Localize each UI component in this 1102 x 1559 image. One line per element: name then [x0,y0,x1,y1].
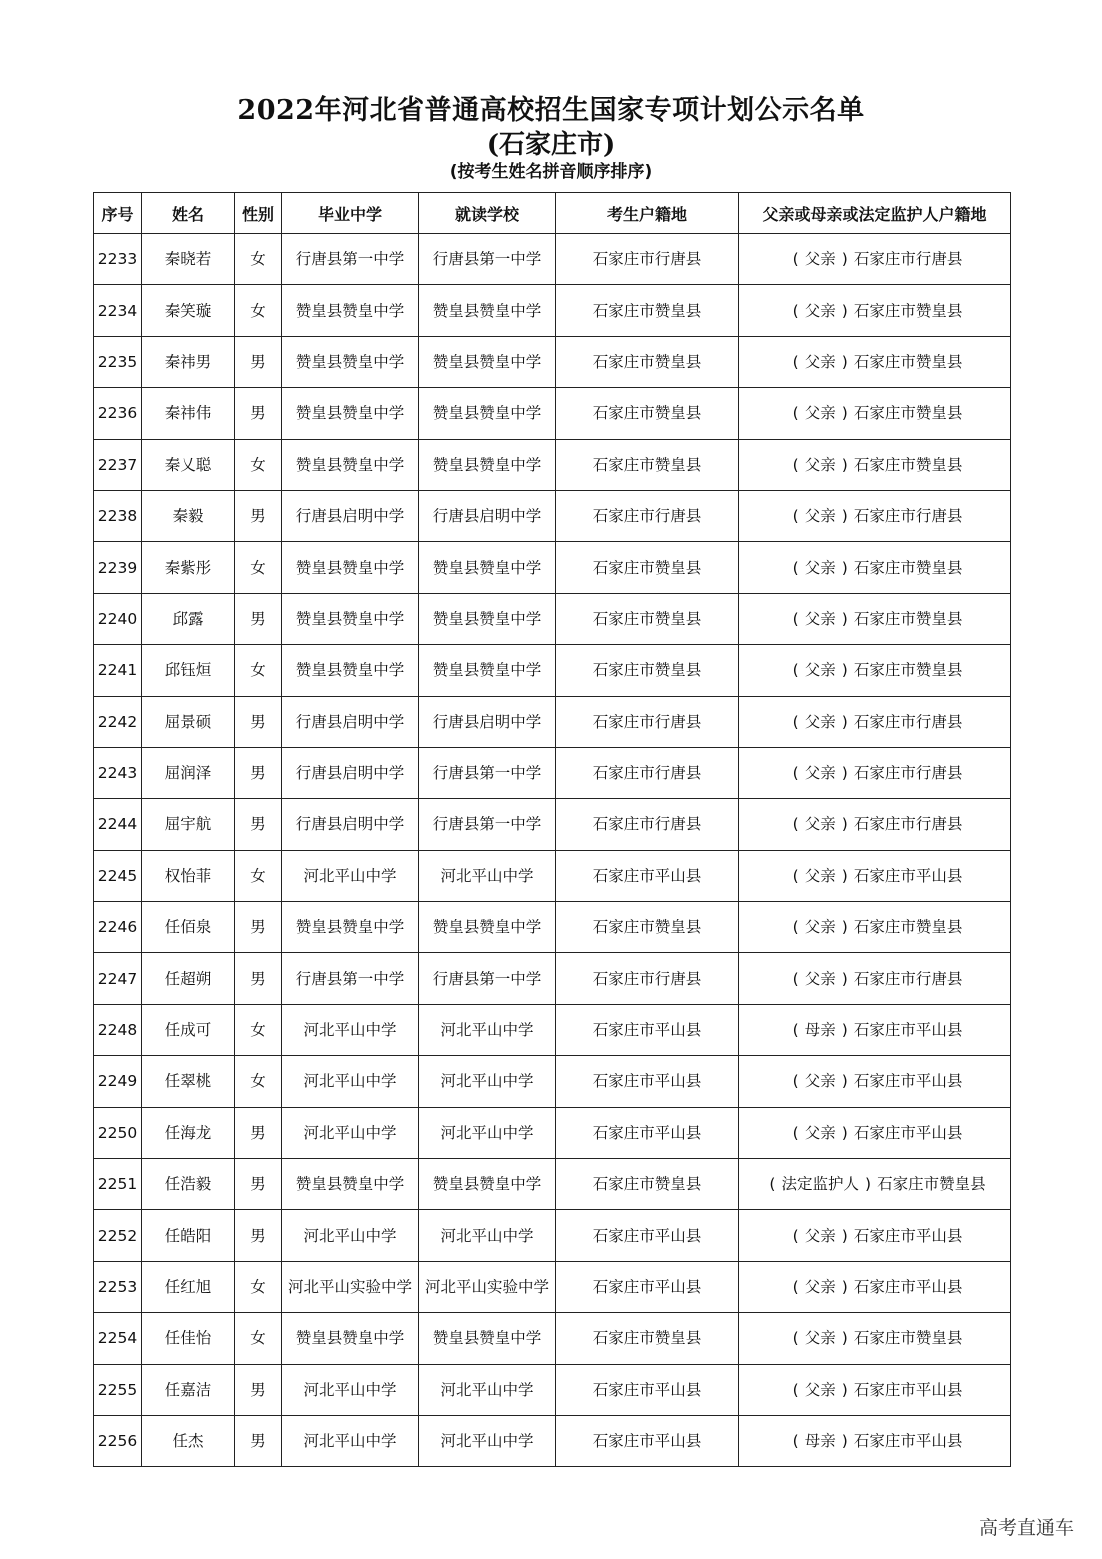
cell-gender: 男 [235,953,282,1004]
cell-current-school: 赞皇县赞皇中学 [419,285,556,336]
cell-residence: 石家庄市赞皇县 [556,439,739,490]
cell-name: 任浩毅 [142,1159,235,1210]
cell-name: 任红旭 [142,1261,235,1312]
document-title: 2022年河北省普通高校招生国家专项计划公示名单 [237,95,865,126]
cell-gender: 男 [235,336,282,387]
cell-seq: 2250 [94,1107,142,1158]
guardian-relation: 父亲 [804,404,836,423]
cell-residence: 石家庄市赞皇县 [556,285,739,336]
cell-gender: 女 [235,234,282,285]
cell-name: 任佳怡 [142,1313,235,1364]
cell-seq: 2242 [94,696,142,747]
cell-gender: 男 [235,490,282,541]
cell-name: 任成可 [142,1004,235,1055]
cell-seq: 2240 [94,593,142,644]
cell-residence: 石家庄市行唐县 [556,490,739,541]
table-row [94,1313,1011,1364]
table-row [94,799,1011,850]
guardian-residence: 石家庄市平山县 [853,1278,963,1296]
cell-seq: 2237 [94,439,142,490]
table-header-row [94,193,1011,234]
cell-seq: 2248 [94,1004,142,1055]
cell-gender: 男 [235,747,282,798]
guardian-relation: 父亲 [804,661,836,680]
cell-current-school: 河北平山实验中学 [419,1261,556,1312]
table-row [94,234,1011,285]
cell-seq: 2244 [94,799,142,850]
guardian-relation: 父亲 [804,1123,836,1142]
cell-current-school: 赞皇县赞皇中学 [419,593,556,644]
cell-current-school: 行唐县第一中学 [419,953,556,1004]
cell-current-school: 赞皇县赞皇中学 [419,645,556,696]
cell-name: 秦笑璇 [142,285,235,336]
cell-residence: 石家庄市行唐县 [556,953,739,1004]
cell-current-school: 行唐县第一中学 [419,234,556,285]
cell-gender: 男 [235,1107,282,1158]
cell-name: 邱露 [142,593,235,644]
cell-current-school: 赞皇县赞皇中学 [419,439,556,490]
cell-guardian-residence: ( 父亲 ) 石家庄市平山县 [739,850,1011,901]
cell-seq: 2236 [94,388,142,439]
cell-residence: 石家庄市平山县 [556,1107,739,1158]
guardian-residence: 石家庄市赞皇县 [853,558,963,577]
table-row [94,953,1011,1004]
cell-grad-school: 行唐县启明中学 [282,696,419,747]
table-row [94,1210,1011,1261]
cell-guardian-residence: ( 父亲 ) 石家庄市行唐县 [739,490,1011,541]
guardian-residence: 石家庄市平山县 [853,866,963,885]
cell-residence: 石家庄市赞皇县 [556,645,739,696]
guardian-residence: 石家庄市平山县 [853,1021,963,1040]
guardian-relation: 父亲 [804,352,836,371]
cell-current-school: 行唐县第一中学 [419,747,556,798]
guardian-residence: 石家庄市平山县 [853,1226,963,1245]
guardian-residence: 石家庄市赞皇县 [853,609,963,628]
guardian-residence: 石家庄市行唐县 [853,250,963,269]
guardian-residence: 石家庄市赞皇县 [853,455,963,474]
guardian-residence: 石家庄市行唐县 [853,764,963,783]
cell-residence: 石家庄市行唐县 [556,696,739,747]
cell-current-school: 河北平山中学 [419,1004,556,1055]
cell-grad-school: 赞皇县赞皇中学 [282,645,419,696]
cell-residence: 石家庄市赞皇县 [556,542,739,593]
cell-current-school: 河北平山中学 [419,1107,556,1158]
cell-grad-school: 行唐县启明中学 [282,799,419,850]
cell-name: 屈景硕 [142,696,235,747]
table-row [94,542,1011,593]
cell-guardian-residence: ( 父亲 ) 石家庄市赞皇县 [739,645,1011,696]
cell-grad-school: 河北平山中学 [282,1056,419,1107]
guardian-residence: 石家庄市平山县 [853,1380,963,1399]
guardian-relation: 父亲 [804,866,836,885]
table-row [94,336,1011,387]
cell-grad-school: 赞皇县赞皇中学 [282,388,419,439]
table-row [94,439,1011,490]
guardian-relation: 父亲 [804,301,836,320]
cell-name: 任杰 [142,1415,235,1466]
cell-current-school: 赞皇县赞皇中学 [419,1313,556,1364]
header-seq: 序号 [94,193,142,234]
cell-name: 任皓阳 [142,1210,235,1261]
cell-seq: 2245 [94,850,142,901]
guardian-relation: 法定监护人 [781,1175,859,1194]
cell-guardian-residence: ( 父亲 ) 石家庄市赞皇县 [739,388,1011,439]
cell-residence: 石家庄市赞皇县 [556,593,739,644]
cell-gender: 男 [235,593,282,644]
cell-guardian-residence: ( 父亲 ) 石家庄市赞皇县 [739,593,1011,644]
cell-seq: 2246 [94,902,142,953]
guardian-relation: 父亲 [804,507,836,526]
guardian-residence: 石家庄市行唐县 [853,815,963,834]
table-row [94,285,1011,336]
cell-name: 秦毅 [142,490,235,541]
table-row [94,1261,1011,1312]
table-row [94,696,1011,747]
cell-guardian-residence: ( 父亲 ) 石家庄市平山县 [739,1364,1011,1415]
guardian-residence: 石家庄市赞皇县 [853,1329,963,1348]
cell-gender: 男 [235,1415,282,1466]
cell-grad-school: 河北平山中学 [282,1210,419,1261]
guardian-residence: 石家庄市平山县 [853,1072,963,1091]
cell-gender: 男 [235,1210,282,1261]
watermark: 高考直通车 [978,1517,1074,1539]
guardian-relation: 父亲 [804,1072,836,1091]
cell-guardian-residence: ( 父亲 ) 石家庄市平山县 [739,1261,1011,1312]
cell-current-school: 行唐县启明中学 [419,490,556,541]
table-row [94,388,1011,439]
cell-guardian-residence: ( 母亲 ) 石家庄市平山县 [739,1415,1011,1466]
cell-seq: 2234 [94,285,142,336]
cell-grad-school: 行唐县第一中学 [282,953,419,1004]
cell-current-school: 河北平山中学 [419,850,556,901]
cell-guardian-residence: ( 母亲 ) 石家庄市平山县 [739,1004,1011,1055]
sort-note: (按考生姓名拼音顺序排序) [449,162,653,182]
cell-seq: 2238 [94,490,142,541]
cell-guardian-residence: ( 父亲 ) 石家庄市赞皇县 [739,285,1011,336]
cell-residence: 石家庄市行唐县 [556,234,739,285]
cell-grad-school: 赞皇县赞皇中学 [282,593,419,644]
cell-grad-school: 河北平山中学 [282,1107,419,1158]
guardian-relation: 母亲 [804,1432,836,1451]
cell-grad-school: 赞皇县赞皇中学 [282,902,419,953]
cell-grad-school: 河北平山中学 [282,1364,419,1415]
table-row [94,490,1011,541]
cell-seq: 2252 [94,1210,142,1261]
cell-gender: 男 [235,1159,282,1210]
cell-name: 秦祎伟 [142,388,235,439]
cell-residence: 石家庄市赞皇县 [556,336,739,387]
cell-grad-school: 赞皇县赞皇中学 [282,542,419,593]
guardian-relation: 父亲 [804,764,836,783]
cell-gender: 女 [235,439,282,490]
guardian-residence: 石家庄市赞皇县 [853,352,963,371]
table-row [94,902,1011,953]
guardian-residence: 石家庄市行唐县 [853,969,963,988]
guardian-relation: 父亲 [804,918,836,937]
cell-grad-school: 河北平山中学 [282,1415,419,1466]
guardian-relation: 父亲 [804,609,836,628]
guardian-residence: 石家庄市赞皇县 [853,661,963,680]
cell-residence: 石家庄市平山县 [556,1056,739,1107]
cell-grad-school: 河北平山中学 [282,850,419,901]
cell-seq: 2255 [94,1364,142,1415]
cell-seq: 2254 [94,1313,142,1364]
cell-current-school: 赞皇县赞皇中学 [419,902,556,953]
cell-seq: 2235 [94,336,142,387]
cell-residence: 石家庄市平山县 [556,1261,739,1312]
cell-seq: 2241 [94,645,142,696]
applicant-table [93,192,1011,1467]
guardian-relation: 父亲 [804,558,836,577]
cell-seq: 2256 [94,1415,142,1466]
cell-residence: 石家庄市平山县 [556,1004,739,1055]
guardian-relation: 父亲 [804,712,836,731]
cell-grad-school: 行唐县启明中学 [282,490,419,541]
cell-current-school: 赞皇县赞皇中学 [419,336,556,387]
cell-grad-school: 赞皇县赞皇中学 [282,285,419,336]
cell-seq: 2247 [94,953,142,1004]
cell-residence: 石家庄市赞皇县 [556,1159,739,1210]
cell-guardian-residence: ( 父亲 ) 石家庄市平山县 [739,1056,1011,1107]
table-row [94,593,1011,644]
guardian-relation: 父亲 [804,1329,836,1348]
cell-name: 秦祎男 [142,336,235,387]
cell-grad-school: 行唐县启明中学 [282,747,419,798]
cell-guardian-residence: ( 父亲 ) 石家庄市行唐县 [739,747,1011,798]
guardian-residence: 石家庄市赞皇县 [853,918,963,937]
cell-residence: 石家庄市行唐县 [556,747,739,798]
header-current-school: 就读学校 [419,193,556,234]
cell-residence: 石家庄市赞皇县 [556,902,739,953]
cell-guardian-residence: ( 父亲 ) 石家庄市行唐县 [739,799,1011,850]
cell-seq: 2233 [94,234,142,285]
table-row [94,747,1011,798]
cell-seq: 2253 [94,1261,142,1312]
guardian-relation: 父亲 [804,1226,836,1245]
cell-current-school: 河北平山中学 [419,1364,556,1415]
cell-grad-school: 行唐县第一中学 [282,234,419,285]
cell-gender: 女 [235,1004,282,1055]
cell-name: 任超朔 [142,953,235,1004]
cell-gender: 男 [235,799,282,850]
cell-gender: 女 [235,285,282,336]
cell-name: 任翠桃 [142,1056,235,1107]
table-row [94,1159,1011,1210]
cell-gender: 女 [235,1261,282,1312]
guardian-relation: 母亲 [804,1021,836,1040]
cell-residence: 石家庄市行唐县 [556,799,739,850]
guardian-residence: 石家庄市赞皇县 [877,1175,986,1194]
cell-residence: 石家庄市平山县 [556,1415,739,1466]
cell-guardian-residence: ( 父亲 ) 石家庄市平山县 [739,1210,1011,1261]
guardian-relation: 父亲 [804,815,836,834]
cell-name: 屈宇航 [142,799,235,850]
header-residence: 考生户籍地 [556,193,739,234]
cell-name: 任海龙 [142,1107,235,1158]
cell-guardian-residence: ( 父亲 ) 石家庄市赞皇县 [739,542,1011,593]
cell-seq: 2249 [94,1056,142,1107]
cell-guardian-residence: ( 父亲 ) 石家庄市平山县 [739,1107,1011,1158]
cell-guardian-residence: ( 父亲 ) 石家庄市行唐县 [739,953,1011,1004]
cell-residence: 石家庄市平山县 [556,850,739,901]
cell-residence: 石家庄市平山县 [556,1364,739,1415]
cell-gender: 女 [235,645,282,696]
cell-name: 秦紫彤 [142,542,235,593]
cell-gender: 男 [235,696,282,747]
table-row [94,850,1011,901]
cell-current-school: 河北平山中学 [419,1210,556,1261]
document-subtitle: (石家庄市) [486,130,616,160]
cell-name: 任佰泉 [142,902,235,953]
table-row [94,1004,1011,1055]
cell-name: 屈润泽 [142,747,235,798]
cell-current-school: 赞皇县赞皇中学 [419,1159,556,1210]
cell-current-school: 河北平山中学 [419,1415,556,1466]
cell-guardian-residence: ( 父亲 ) 石家庄市赞皇县 [739,336,1011,387]
table-row [94,1107,1011,1158]
cell-guardian-residence: ( 父亲 ) 石家庄市赞皇县 [739,439,1011,490]
cell-current-school: 行唐县第一中学 [419,799,556,850]
cell-guardian-residence: ( 法定监护人 ) 石家庄市赞皇县 [739,1159,1011,1210]
table-row [94,1364,1011,1415]
guardian-relation: 父亲 [804,969,836,988]
guardian-residence: 石家庄市行唐县 [853,712,963,731]
cell-gender: 男 [235,388,282,439]
header-grad-school: 毕业中学 [282,193,419,234]
cell-current-school: 赞皇县赞皇中学 [419,388,556,439]
cell-guardian-residence: ( 父亲 ) 石家庄市赞皇县 [739,1313,1011,1364]
cell-residence: 石家庄市赞皇县 [556,1313,739,1364]
cell-grad-school: 赞皇县赞皇中学 [282,439,419,490]
cell-grad-school: 赞皇县赞皇中学 [282,336,419,387]
cell-residence: 石家庄市赞皇县 [556,388,739,439]
guardian-relation: 父亲 [804,1380,836,1399]
guardian-relation: 父亲 [804,455,836,474]
cell-seq: 2239 [94,542,142,593]
cell-gender: 女 [235,542,282,593]
guardian-residence: 石家庄市赞皇县 [853,301,963,320]
table-row [94,645,1011,696]
cell-guardian-residence: ( 父亲 ) 石家庄市行唐县 [739,234,1011,285]
header-name: 姓名 [142,193,235,234]
cell-grad-school: 河北平山实验中学 [282,1261,419,1312]
guardian-relation: 父亲 [804,250,836,269]
cell-grad-school: 河北平山中学 [282,1004,419,1055]
guardian-residence: 石家庄市平山县 [853,1432,963,1451]
cell-residence: 石家庄市平山县 [556,1210,739,1261]
cell-guardian-residence: ( 父亲 ) 石家庄市行唐县 [739,696,1011,747]
cell-current-school: 行唐县启明中学 [419,696,556,747]
cell-seq: 2243 [94,747,142,798]
cell-name: 权怡菲 [142,850,235,901]
cell-guardian-residence: ( 父亲 ) 石家庄市赞皇县 [739,902,1011,953]
guardian-residence: 石家庄市赞皇县 [853,404,963,423]
cell-grad-school: 赞皇县赞皇中学 [282,1159,419,1210]
cell-gender: 男 [235,902,282,953]
cell-gender: 女 [235,1056,282,1107]
guardian-relation: 父亲 [804,1278,836,1296]
guardian-residence: 石家庄市行唐县 [853,507,963,526]
table-row [94,1415,1011,1466]
cell-gender: 女 [235,850,282,901]
cell-name: 邱钰烜 [142,645,235,696]
cell-name: 任嘉洁 [142,1364,235,1415]
cell-current-school: 河北平山中学 [419,1056,556,1107]
header-gender: 性别 [235,193,282,234]
cell-current-school: 赞皇县赞皇中学 [419,542,556,593]
guardian-residence: 石家庄市平山县 [853,1123,963,1142]
cell-grad-school: 赞皇县赞皇中学 [282,1313,419,1364]
cell-name: 秦乂聪 [142,439,235,490]
cell-name: 秦晓若 [142,234,235,285]
header-guardian-residence: 父亲或母亲或法定监护人户籍地 [739,193,1011,234]
cell-gender: 男 [235,1364,282,1415]
cell-gender: 女 [235,1313,282,1364]
cell-seq: 2251 [94,1159,142,1210]
table-row [94,1056,1011,1107]
